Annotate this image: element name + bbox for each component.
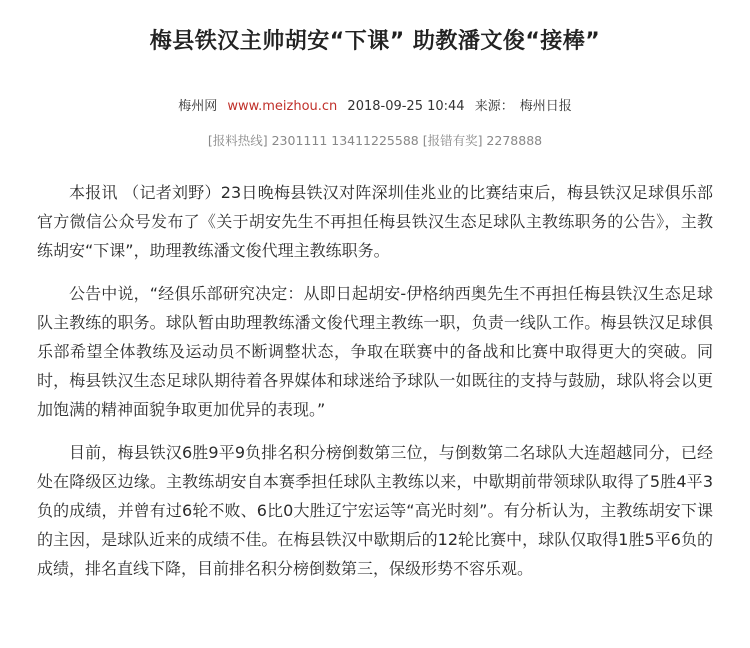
paragraph: 本报讯 （记者刘野）23日晚梅县铁汉对阵深圳佳兆业的比赛结束后，梅县铁汉足球俱乐部官方微信公众号发布了《关于胡安先生不再担任梅县铁汉生态足球队主教练职务的公告》，主教练胡安“下课”，助理教练潘文俊代理主教练职务。 [37,183,713,260]
publish-datetime: 2018-09-25 10:44 [347,99,465,114]
site-url-link[interactable]: www.meizhou.cn [227,99,338,114]
source-site: 梅州网 [178,99,218,114]
article-meta [0,95,750,114]
source-label: 来源： [474,99,514,114]
article-title: 梅县铁汉主帅胡安“下课” 助教潘文俊“接棒” [149,29,601,54]
paragraph: 公告中说，“经俱乐部研究决定：从即日起胡安-伊格纳西奥先生不再担任梅县铁汉生态足球队主教练的职务。球队暂由助理教练潘文俊代理主教练一职，负责一线队工作。梅县铁汉足球俱乐部希望全体教练及运动员不断调整状态，争取在联赛中的备战和比赛中取得更大的突破。同时，梅县铁汉生态足球队期待着各界媒体和球迷给予球队一如既往的支持与鼓励，球队将会以更加饱满的精神面貌争取更加优异的表现。” [37,284,713,419]
article-body [37,178,713,597]
paragraph: 目前，梅县铁汉6胜9平9负排名积分榜倒数第三位，与倒数第二名球队大连超越同分，已经处在降级区边缘。主教练胡安自本赛季担任球队主教练以来，中歇期前带领球队取得了5胜4平3负的成绩，并曾有过6轮不败、6比0大胜辽宁宏运等“高光时刻”。有分析认为，主教练胡安下课的主因，是球队近来的成绩不佳。在梅县铁汉中歇期后的12轮比赛中，球队仅取得1胜5平6负的成绩，排名直线下降，目前排名积分榜倒数第三，保级形势不容乐观。 [37,443,713,578]
hotline-info: [报料热线] 2301111 13411225588 [报错有奖] 2278888 [207,133,543,148]
source-name: 梅州日报 [519,99,572,114]
